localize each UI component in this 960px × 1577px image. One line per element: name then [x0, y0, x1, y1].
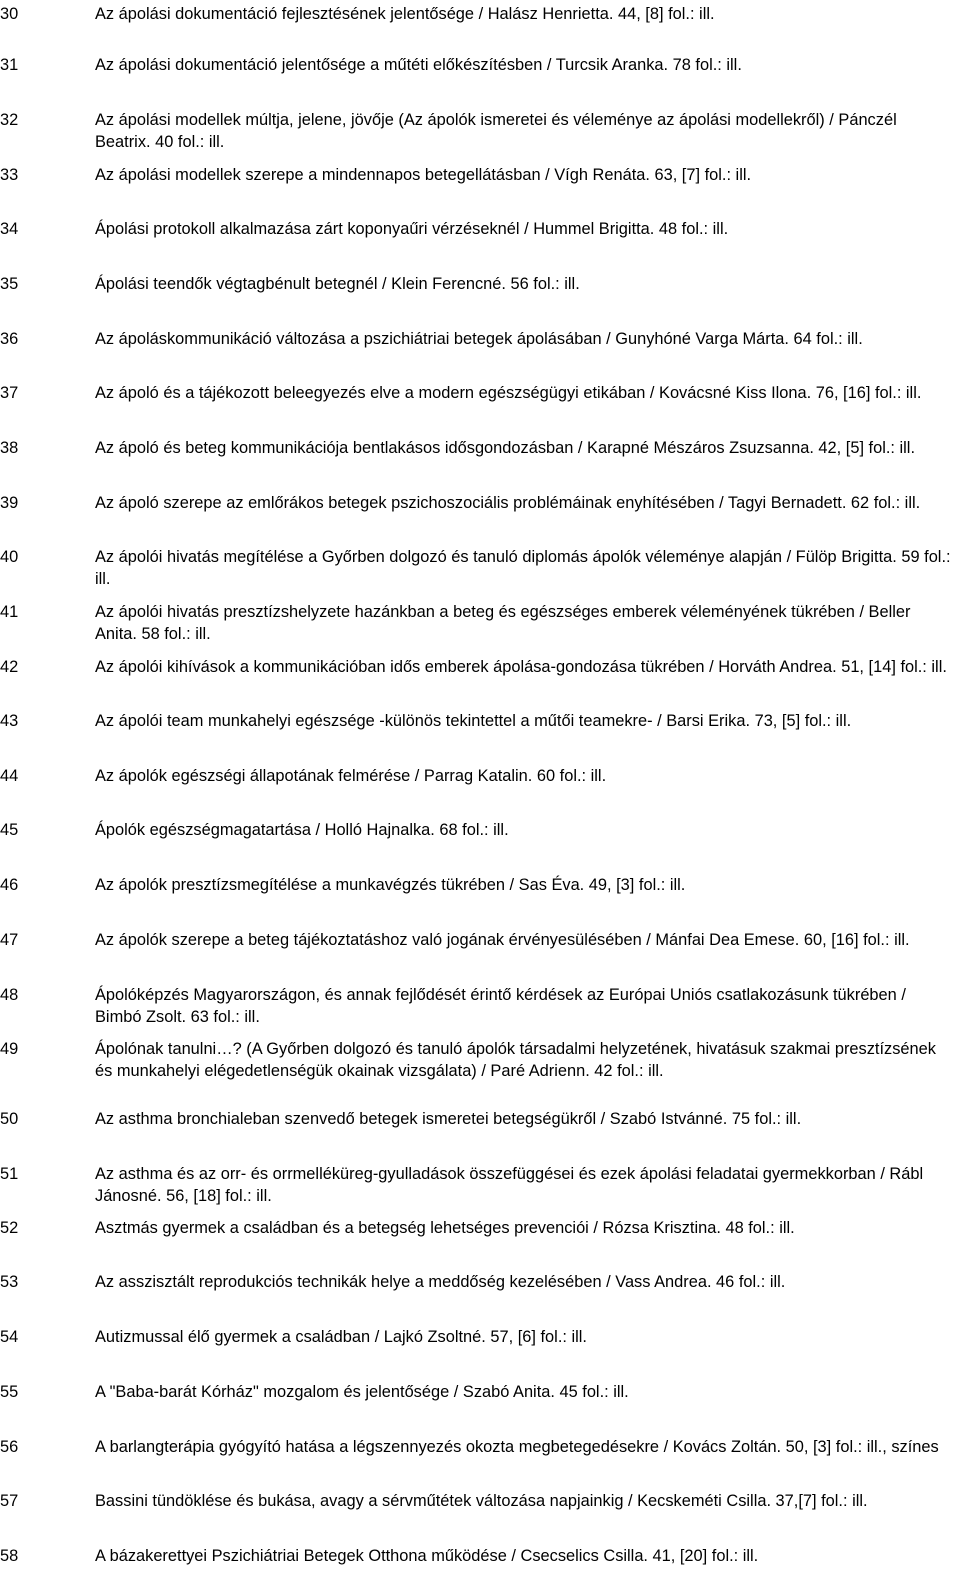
entry-text: Ápolóképzés Magyarországon, és annak fejlődését érintő kérdések az Európai Uniós csatlakozásunk tükrében / Bimbó Zsolt. 63 fol.: ill.	[95, 986, 906, 1026]
entry-number: 57	[0, 1492, 19, 1510]
entry-number: 44	[0, 767, 19, 785]
entry-number: 41	[0, 603, 19, 621]
entry-number: 58	[0, 1547, 19, 1565]
entry-text: Az ápolói kihívások a kommunikációban idős emberek ápolása-gondozása tükrében / Horváth Andrea. 51, [14] fol.: ill.	[95, 658, 947, 676]
entry-number: 55	[0, 1383, 19, 1401]
entry-number: 38	[0, 439, 19, 457]
entry-number: 42	[0, 658, 19, 676]
entry-text: Az asszisztált reprodukciós technikák helye a meddőség kezelésében / Vass Andrea. 46 fol.: ill.	[95, 1273, 786, 1291]
entry-number: 48	[0, 986, 19, 1004]
entry-number: 39	[0, 494, 19, 512]
entry-text: A bázakerettyei Pszichiátriai Betegek Otthona működése / Csecselics Csilla. 41, [20] fol.: ill.	[95, 1547, 759, 1565]
entry-number: 54	[0, 1328, 19, 1346]
entry-number: 36	[0, 330, 19, 348]
entry-text: Ápolók egészségmagatartása / Holló Hajnalka. 68 fol.: ill.	[95, 821, 509, 839]
entry-number: 32	[0, 111, 19, 129]
entry-text: Az ápolói hivatás presztízshelyzete hazánkban a beteg és egészséges emberek véleményének tükrében / Beller Anita. 58 fol.: ill.	[95, 603, 911, 643]
entry-text: Az ápolási modellek szerepe a mindennapos betegellátásban / Vígh Renáta. 63, [7] fol.: ill.	[95, 166, 752, 184]
entry-number: 37	[0, 384, 19, 402]
entry-text: Az ápolók presztízsmegítélése a munkavégzés tükrében / Sas Éva. 49, [3] fol.: ill.	[95, 876, 686, 894]
entry-text: A barlangterápia gyógyító hatása a légszennyezés okozta megbetegedésekre / Kovács Zoltán. 50, [3] fol.: ill., színes	[95, 1438, 939, 1456]
entry-text: Az asthma és az orr- és orrmelléküreg-gyulladások összefüggései és ezek ápolási feladatai gyermekkorban / Rábl Jánosné. 56, [18] fol.: ill.	[95, 1165, 924, 1205]
entry-number: 43	[0, 712, 19, 730]
entry-text: Bassini tündöklése és bukása, avagy a sérvműtétek változása napjainkig / Kecskeméti Csilla. 37,[7] fol.: ill.	[95, 1492, 868, 1510]
entry-number: 30	[0, 5, 19, 23]
entry-text: Ápolási teendők végtagbénult betegnél / Klein Ferencné. 56 fol.: ill.	[95, 275, 580, 293]
entry-text: Asztmás gyermek a családban és a betegség lehetséges prevenciói / Rózsa Krisztina. 48 fol.: ill.	[95, 1219, 795, 1237]
entry-number: 33	[0, 166, 19, 184]
entry-text: Az ápolók egészségi állapotának felmérése / Parrag Katalin. 60 fol.: ill.	[95, 767, 607, 785]
entry-number: 46	[0, 876, 19, 894]
entry-text: Az ápoló szerepe az emlőrákos betegek pszichoszociális problémáinak enyhítésében / Tagyi Bernadett. 62 fol.: ill.	[95, 494, 921, 512]
entry-number: 49	[0, 1040, 19, 1058]
entry-text: Ápolónak tanulni…? (A Győrben dolgozó és tanuló ápolók társadalmi helyzetének, hivatásuk szakmai presztízsének és munkahelyi elégedetlenségük okainak vizsgálata) / Paré Adrienn. 42 fol.: ill.	[95, 1040, 936, 1080]
entry-text: Az ápolási dokumentáció jelentősége a műtéti előkészítésben / Turcsik Aranka. 78 fol.: ill.	[95, 56, 742, 74]
entry-text: Az ápoláskommunikáció változása a pszichiátriai betegek ápolásában / Gunyhóné Varga Márta. 64 fol.: ill.	[95, 330, 863, 348]
entry-number: 51	[0, 1165, 19, 1183]
entry-text: Az ápolási modellek múltja, jelene, jövője (Az ápolók ismeretei és véleménye az ápolási modellekről) / Pánczél Beatrix. 40 fol.: ill.	[95, 111, 897, 151]
entry-text: Az ápolói team munkahelyi egészsége -különös tekintettel a műtői teamekre- / Barsi Erika. 73, [5] fol.: ill.	[95, 712, 852, 730]
entry-number: 53	[0, 1273, 19, 1291]
entry-text: Az ápolási dokumentáció fejlesztésének jelentősége / Halász Henrietta. 44, [8] fol.: ill.	[95, 5, 715, 23]
entry-text: Az ápoló és a tájékozott beleegyezés elve a modern egészségügyi etikában / Kovácsné Kiss Ilona. 76, [16] fol.: ill.	[95, 384, 922, 402]
entry-number: 47	[0, 931, 19, 949]
entry-number: 52	[0, 1219, 19, 1237]
entry-number: 50	[0, 1110, 19, 1128]
entry-text: Az ápolók szerepe a beteg tájékoztatáshoz való jogának érvényesülésében / Mánfai Dea Emese. 60, [16] fol.: ill.	[95, 931, 910, 949]
entry-number: 35	[0, 275, 19, 293]
entry-text: Az ápolói hivatás megítélése a Győrben dolgozó és tanuló diplomás ápolók véleménye alapján / Fülöp Brigitta. 59 fol.: ill.	[95, 548, 951, 588]
entry-number: 31	[0, 56, 19, 74]
entry-number: 34	[0, 220, 19, 238]
entry-text: Autizmussal élő gyermek a családban / Lajkó Zsoltné. 57, [6] fol.: ill.	[95, 1328, 587, 1346]
entry-text: A "Baba-barát Kórház" mozgalom és jelentősége / Szabó Anita. 45 fol.: ill.	[95, 1383, 629, 1401]
entry-text: Az asthma bronchialeban szenvedő betegek ismeretei betegségükről / Szabó Istvánné. 75 fol.: ill.	[95, 1110, 802, 1128]
entry-text: Az ápoló és beteg kommunikációja bentlakásos idősgondozásban / Karapné Mészáros Zsuzsanna. 42, [5] fol.: ill.	[95, 439, 916, 457]
entry-text: Ápolási protokoll alkalmazása zárt koponyaűri vérzéseknél / Hummel Brigitta. 48 fol.: ill.	[95, 220, 729, 238]
entry-number: 45	[0, 821, 19, 839]
entry-number: 40	[0, 548, 19, 566]
entry-number: 56	[0, 1438, 19, 1456]
